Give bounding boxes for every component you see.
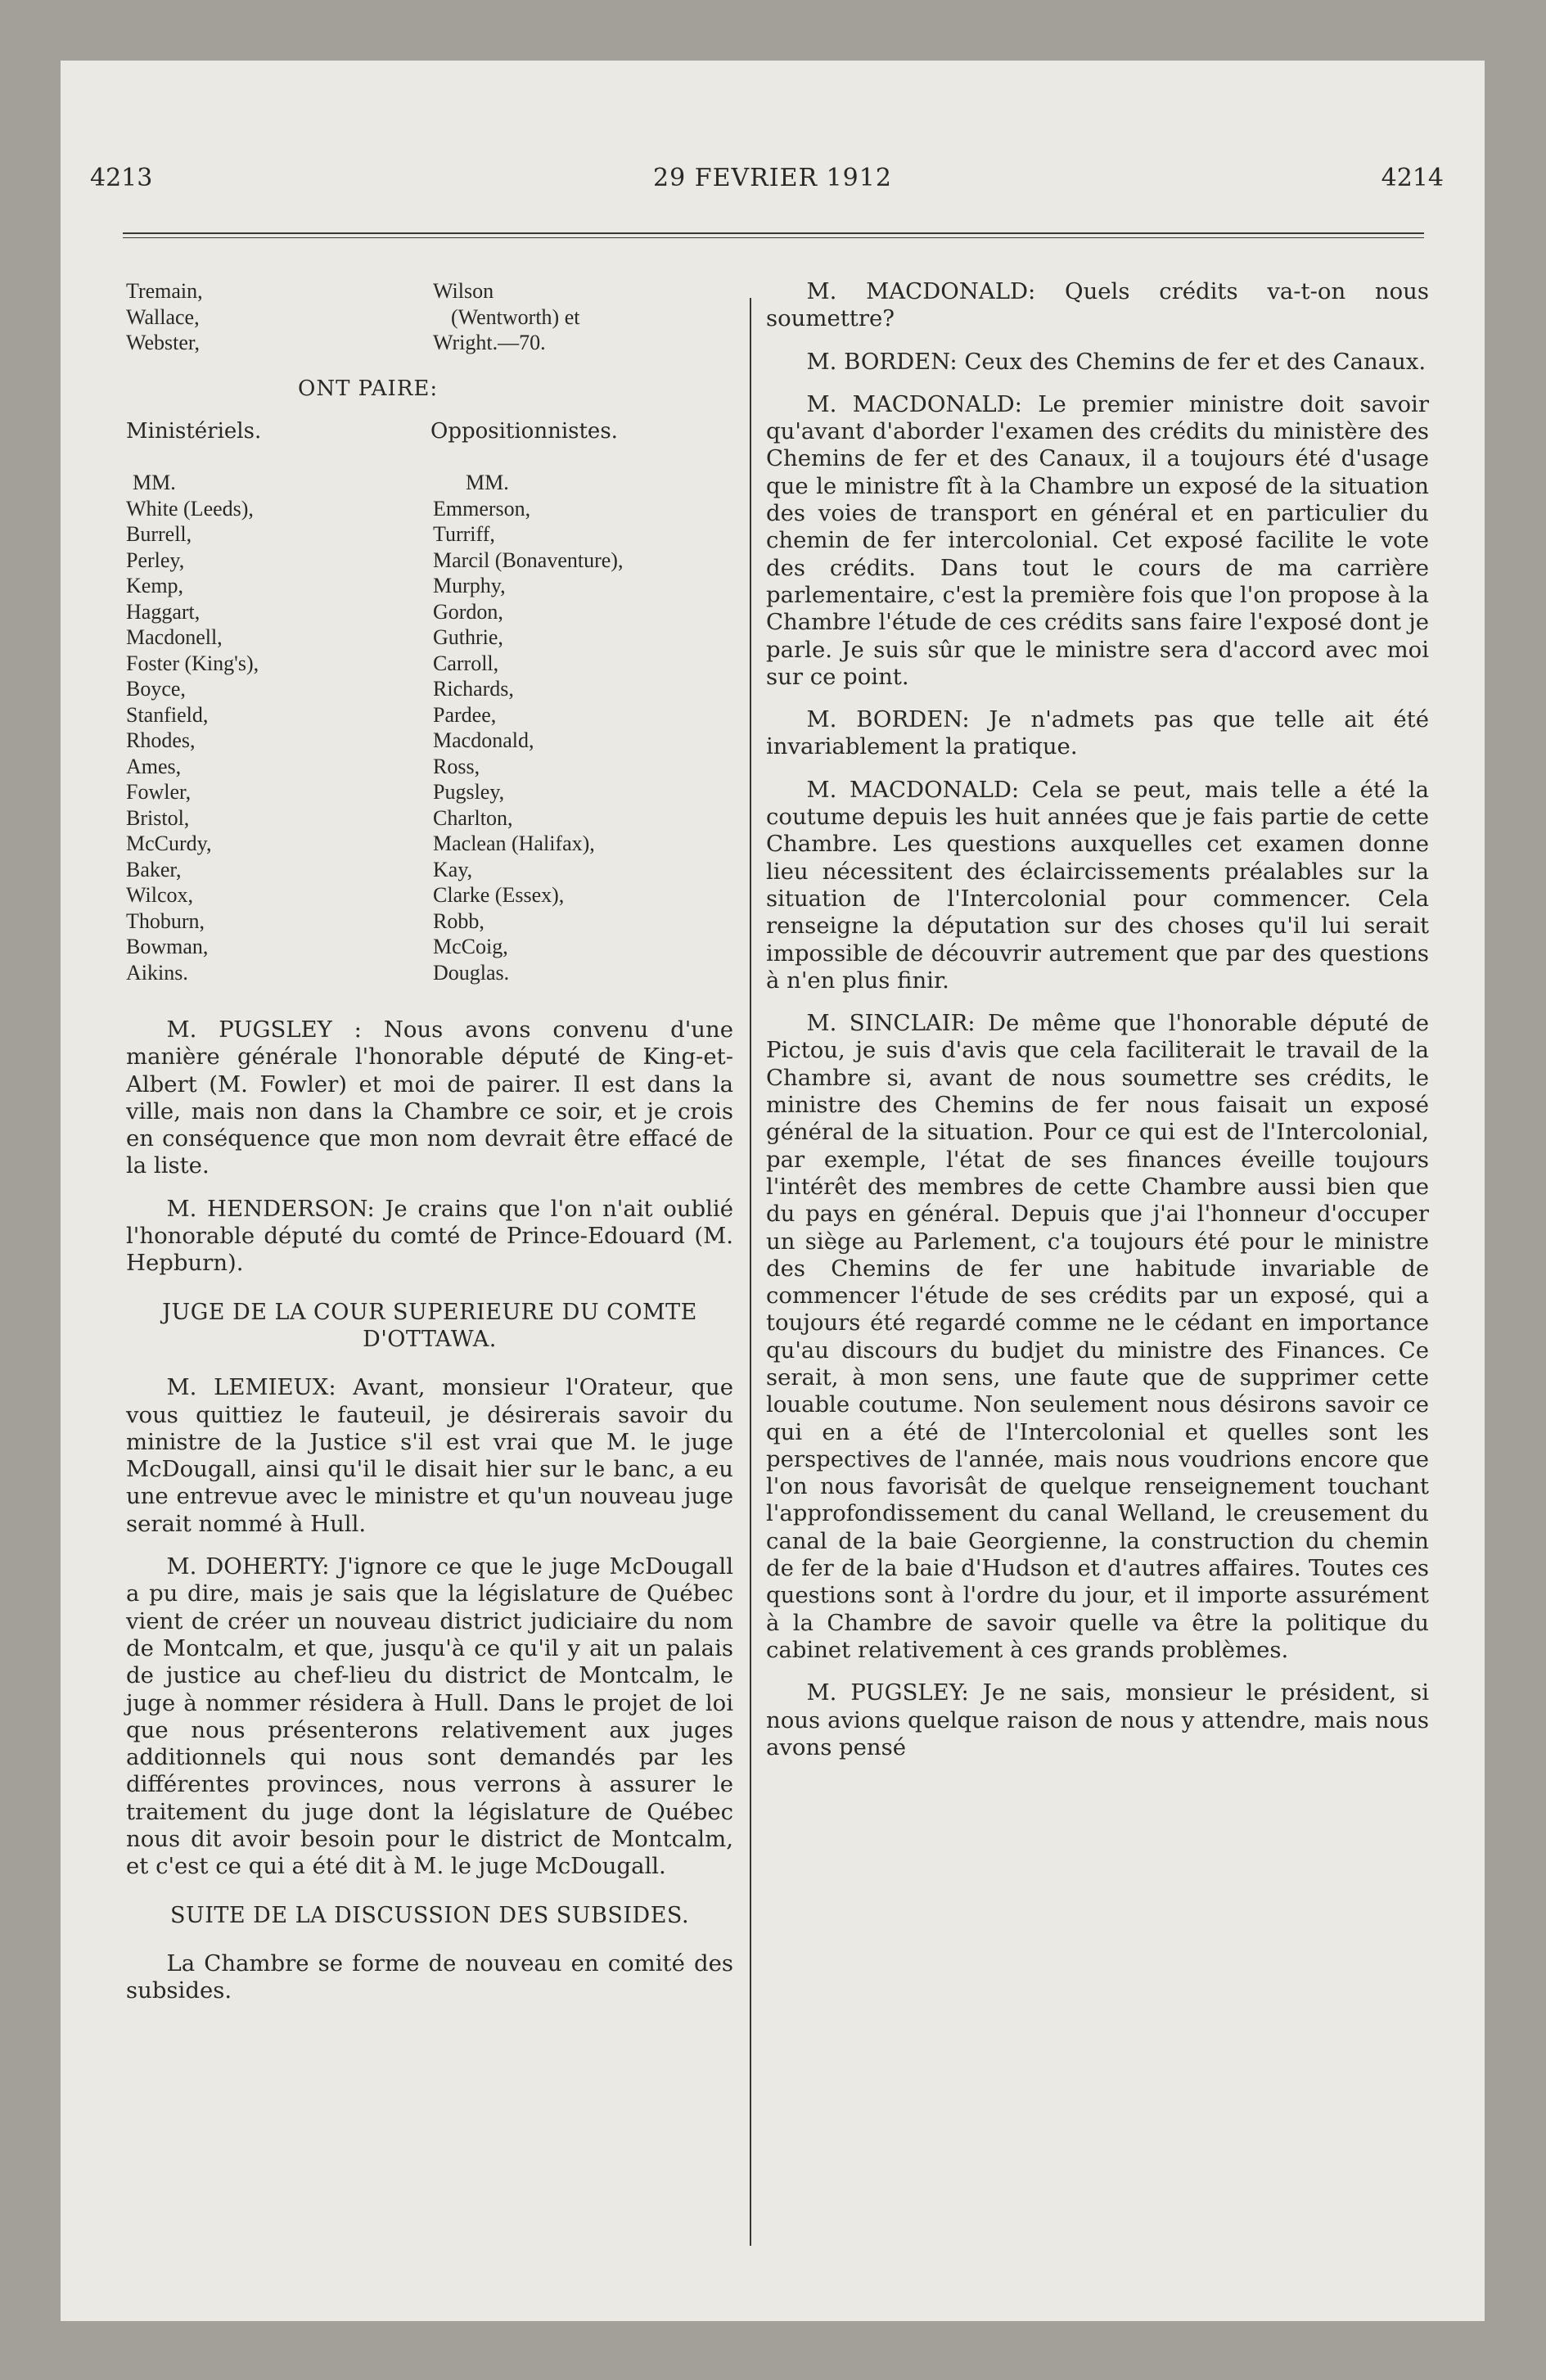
list-item: Boyce, (126, 677, 186, 701)
paragraph: M. MACDONALD: Quels crédits va-t-on nous soumettre? (766, 278, 1429, 332)
list-item: McCoig, (433, 935, 508, 958)
list-item: Thoburn, (126, 908, 205, 933)
list-item: Richards, (433, 677, 514, 701)
list-item: Foster (King's), (126, 651, 259, 675)
opposition-label: Oppositionnistes. (430, 419, 618, 444)
paragraph: M. PUGSLEY : Nous avons convenu d'une manière générale l'honorable député de King-et-Albert (M. Fowler) et moi de pairer. Il est dans la ville, mais non dans la Chambre ce soir, et je crois en conséquence que mon nom devrait être effacé de la liste. (126, 1016, 733, 1179)
list-item: Ames, (126, 754, 182, 778)
left-column-text (126, 1016, 733, 2021)
list-item: Rhodes, (126, 728, 196, 752)
list-item: McCurdy, (126, 832, 212, 855)
right-page-number: 4214 (1381, 164, 1444, 192)
paragraph: M. PUGSLEY: Je ne sais, monsieur le président, si nous avions quelque raison de nous y attendre, mais nous avons pensé (766, 1679, 1429, 1760)
list-item: White (Leeds), (126, 496, 254, 521)
list-item: Maclean (Halifax), (433, 832, 595, 855)
top-list-a (126, 278, 203, 356)
top-list-b (433, 278, 579, 356)
mm-label: MM. (466, 471, 509, 494)
list-item: Macdonald, (433, 728, 534, 752)
list-item: Pugsley, (433, 780, 505, 804)
mm-label: MM. (133, 471, 176, 494)
list-item: Wright.—70. (433, 331, 546, 354)
list-item: Fowler, (126, 780, 192, 804)
paired-heading: ONT PAIRE: (298, 376, 439, 401)
list-item: Robb, (433, 908, 485, 933)
paragraph: M. BORDEN: Ceux des Chemins de fer et des Canaux. (806, 348, 1427, 375)
paragraph: M. HENDERSON: Je crains que l'on n'ait oublié l'honorable député du comté de Prince-Edouard (M. Hepburn). (126, 1195, 733, 1277)
list-item: Gordon, (433, 599, 503, 624)
list-item: Wilcox, (126, 883, 193, 907)
ministeriels-label: Ministériels. (126, 419, 262, 444)
list-item: Aikins. (126, 960, 188, 985)
list-item: Pardee, (433, 702, 497, 727)
ministeriels-list (126, 470, 259, 985)
paragraph: M. BORDEN: Je n'admets pas que telle ait été invariablement la pratique. (766, 706, 1429, 760)
list-item: Charlton, (433, 805, 513, 830)
list-item: Carroll, (433, 651, 499, 675)
list-item: Marcil (Bonaventure), (433, 548, 624, 572)
paragraph: La Chambre se forme de nouveau en comité des subsides. (126, 1950, 733, 2004)
column-divider (750, 298, 751, 2246)
paragraph: M. SINCLAIR: De même que l'honorable député de Pictou, je suis d'avis que cela faciliterait le travail de la Chambre si, avant de nous soumettre ses crédits, le ministre des Chemins de fer nous faisait un exposé général de la situation. Pour ce qui est de l'Intercolonial, par exemple, l'état de ses finances éveille toujours l'intérêt des membres de cette Chambre aussi bien que du pays en général. Depuis que j'ai l'honneur d'occuper un siège au Parlement, c'a toujours été pour le ministre des Chemins de fer une habitude invariable de commencer l'étude de ses crédits par un exposé, qui a toujours été regardé comme ne le cédant en importance qu'au discours du budjet du ministre des Finances. Ce serait, à mon sens, une faute que de supprimer cette louable coutume. Non seulement nous désirons savoir ce qui en a été de l'Intercolonial et quelles sont les perspectives de l'année, mais nous voudrions encore que l'on nous favorisât de quelque renseignement touchant l'approfondissement du canal Welland, le creusement du canal de la baie Georgienne, la construction du chemin de fer de la baie d'Hudson et d'autres affaires. Toutes ces questions sont à l'ordre du jour, et il importe assurément à la Chambre de savoir quelle va être la politique du cabinet relativement à ces grands problèmes. (766, 1010, 1429, 1663)
list-item: Macdonell, (126, 625, 223, 649)
list-item: Clarke (Essex), (433, 883, 565, 907)
section-heading: SUITE DE LA DISCUSSION DES SUBSIDES. (169, 1902, 690, 1928)
list-item: Baker, (126, 857, 182, 881)
list-item: Burrell, (126, 522, 192, 546)
list-item: Perley, (126, 548, 185, 572)
list-item: Murphy, (433, 574, 506, 597)
list-item: Turriff, (433, 522, 495, 546)
list-item: Ross, (433, 754, 480, 778)
left-page-number: 4213 (90, 164, 153, 192)
list-item: Wilson (433, 279, 494, 303)
list-item: Guthrie, (433, 625, 503, 649)
page-date: 29 FEVRIER 1912 (653, 164, 892, 192)
list-item: Douglas. (433, 960, 510, 985)
paragraph: M. MACDONALD: Cela se peut, mais telle a été la coutume depuis les huit années que je fais partie de cette Chambre. Les questions auxquelles cet examen donne lieu nécessitent des éclaircissements préalables sur la situation de l'Intercolonial pour commencer. Cela renseigne la députation sur des choses qu'il lui serait impossible de découvrir autrement que par des questions à n'en plus finir. (766, 776, 1429, 994)
list-item: Haggart, (126, 599, 201, 624)
list-item: Stanfield, (126, 702, 209, 727)
paragraph: M. MACDONALD: Le premier ministre doit savoir qu'avant d'aborder l'examen des crédits du ministère des Chemins de fer et des Canaux, il a toujours été d'usage que le ministre fît à la Chambre un exposé de la situation des voies de transport en général et en particulier du chemin de fer intercolonial. Cet exposé facilite le vote des crédits. Dans tout le cours de ma carrière parlementaire, c'est la première fois que l'on propose à la Chambre l'étude de ces crédits sans faire l'exposé dont je parle. Je suis sûr que le ministre sera d'accord avec moi sur ce point. (766, 390, 1429, 690)
header-rule (123, 232, 1424, 234)
right-column-text (766, 278, 1429, 1777)
list-item: Bristol, (126, 805, 190, 830)
paragraph: M. LEMIEUX: Avant, monsieur l'Orateur, que vous quittiez le fauteuil, je désirerais savoir du ministre de la Justice s'il est vrai que M. le juge McDougall, ainsi qu'il le disait hier sur le banc, a eu une entrevue avec le ministre et qu'un nouveau juge serait nommé à Hull. (126, 1374, 733, 1537)
list-item: Webster, (126, 331, 200, 354)
list-item: Wallace, (126, 304, 200, 329)
list-item: Tremain, (126, 279, 203, 303)
header-rule-thin (123, 237, 1424, 238)
list-item: Kemp, (126, 574, 184, 597)
section-heading: JUGE DE LA COUR SUPERIEURE DU COMTE D'OTTAWA. (162, 1299, 697, 1352)
list-item: Emmerson, (433, 496, 531, 521)
list-item: Kay, (433, 857, 473, 881)
opposition-list (433, 470, 623, 985)
page (61, 61, 1485, 2321)
list-item: (Wentworth) et (451, 304, 580, 329)
paragraph: M. DOHERTY: J'ignore ce que le juge McDougall a pu dire, mais je sais que la législature de Québec vient de créer un nouveau district judiciaire du nom de Montcalm, et que, jusqu'à ce qu'il y ait un palais de justice au chef-lieu du district de Montcalm, le juge à nommer résidera à Hull. Dans le projet de loi que nous présenterons relativement aux juges additionnels qui nous sont demandés par les différentes provinces, nous verrons à assurer le traitement du juge dont la législature de Québec nous dit avoir besoin pour le district de Montcalm, et c'est ce qui a été dit à M. le juge McDougall. (126, 1553, 733, 1880)
list-item: Bowman, (126, 935, 209, 958)
